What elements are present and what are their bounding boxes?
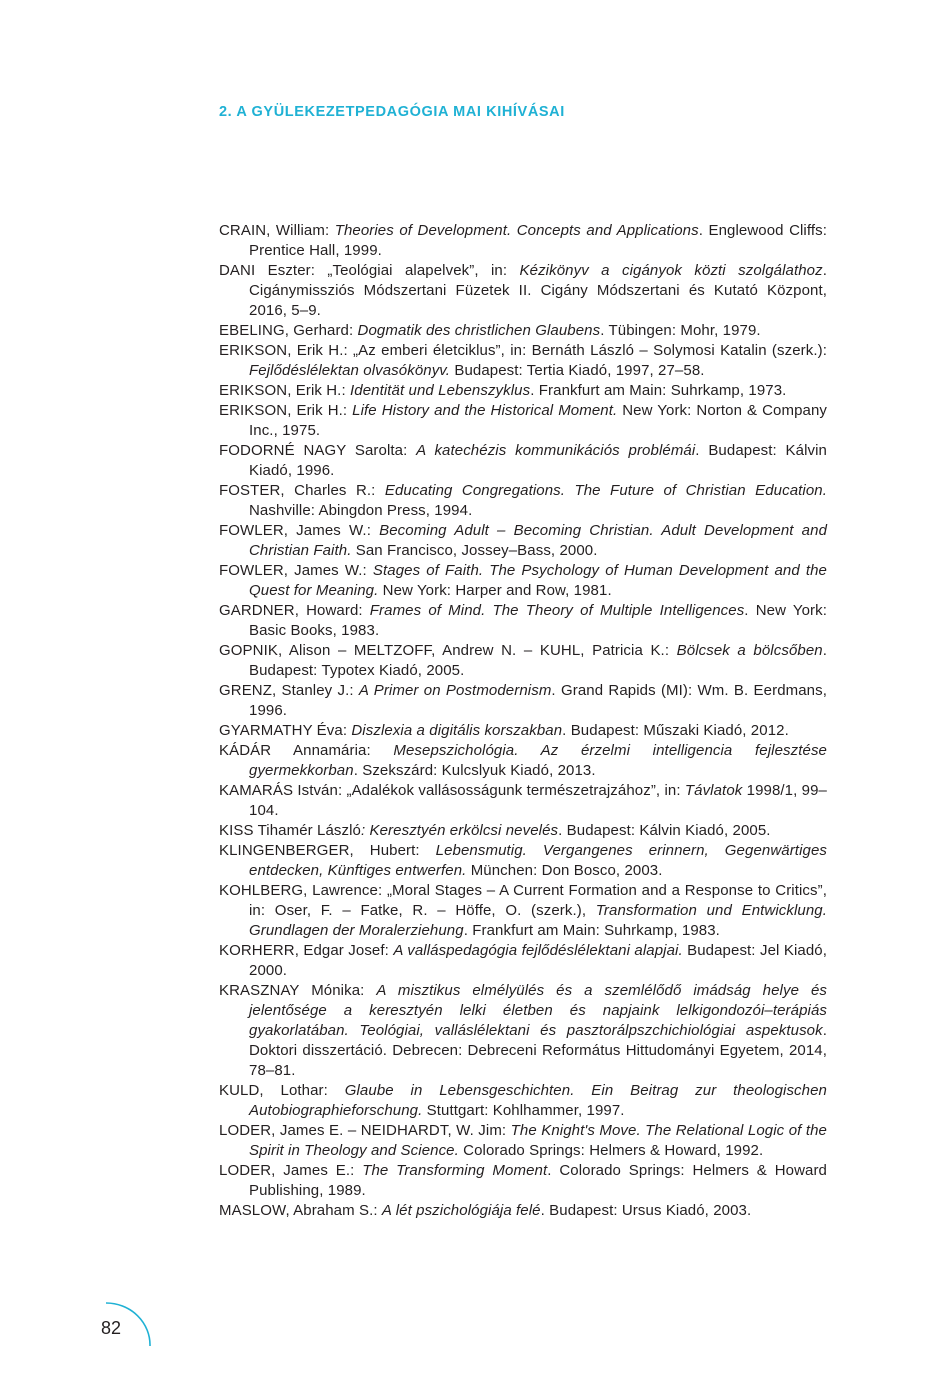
reference-title: Theories of Development. Concepts and Applications xyxy=(334,222,699,239)
reference-publication: . Tübingen: Mohr, 1979. xyxy=(600,322,761,339)
reference-author: DANI Eszter: „Teológiai alapelvek”, in: xyxy=(219,262,520,279)
reference-title: Bölcsek a bölcsőben xyxy=(676,642,823,659)
reference-author: FOWLER, James W.: xyxy=(219,522,380,539)
reference-entry xyxy=(219,841,827,881)
reference-publication: Colorado Springs: Helmers & Howard, 1992. xyxy=(458,1142,764,1159)
reference-title: Educating Congregations. The Future of Christian Education. xyxy=(384,482,827,499)
reference-author: ERIKSON, Erik H.: „Az emberi életciklus”, in: Bernáth László – Solymosi Katalin (szerk.): xyxy=(219,342,827,359)
reference-publication: . Budapest: Kálvin Kiadó, 2005. xyxy=(558,822,771,839)
reference-author: LODER, James E.: xyxy=(219,1162,363,1179)
reference-author: ERIKSON, Erik H.: xyxy=(219,402,353,419)
reference-author: KOHLBERG, Lawrence: „Moral Stages – A Current Formation and a Response to Critics”, in: Oser, F. – Fatke, R. – Höffe, O. (szerk.), xyxy=(219,882,827,919)
reference-entry xyxy=(219,441,827,481)
reference-author: FOSTER, Charles R.: xyxy=(219,482,385,499)
reference-author: KLINGENBERGER, Hubert: xyxy=(219,842,436,859)
reference-publication: New York: Harper and Row, 1981. xyxy=(378,582,612,599)
reference-entry xyxy=(219,601,827,641)
reference-entry xyxy=(219,561,827,601)
reference-title: Identität und Lebenszyklus xyxy=(350,382,531,399)
reference-title: A katechézis kommunikációs problémái xyxy=(416,442,696,459)
reference-title: Fejlődéslélektan olvasókönyv. xyxy=(249,362,451,379)
reference-publication: . Cigánymissziós Módszertani Füzetek II. Cigány Módszertani és Kutató Központ, 2016, 5–9. xyxy=(249,262,827,319)
reference-author: GRENZ, Stanley J.: xyxy=(219,682,359,699)
reference-title: A lét pszichológiája felé xyxy=(381,1202,541,1219)
reference-entry xyxy=(219,881,827,941)
reference-entry xyxy=(219,481,827,521)
reference-author: KISS Tihamér László xyxy=(219,822,361,839)
reference-publication: . Budapest: Ursus Kiadó, 2003. xyxy=(540,1202,752,1219)
reference-author: KÁDÁR Annamária: xyxy=(219,742,394,759)
reference-entry xyxy=(219,941,827,981)
reference-entry xyxy=(219,1161,827,1201)
reference-publication: . Budapest: Kálvin Kiadó, 1996. xyxy=(249,442,828,479)
reference-entry xyxy=(219,221,827,261)
reference-publication: . Szekszárd: Kulcslyuk Kiadó, 2013. xyxy=(353,762,596,779)
reference-title: Frames of Mind. The Theory of Multiple Intelligences xyxy=(369,602,745,619)
reference-entry xyxy=(219,261,827,321)
reference-publication: . New York: Basic Books, 1983. xyxy=(249,602,827,639)
reference-entry xyxy=(219,781,827,821)
reference-publication: Budapest: Jel Kiadó, 2000. xyxy=(249,942,827,979)
reference-title: Glaube in Lebensgeschichten. Ein Beitrag zur theologischen Autobiographieforschung. xyxy=(249,1082,827,1119)
reference-publication: München: Don Bosco, 2003. xyxy=(466,862,663,879)
reference-author: LODER, James E. – NEIDHARDT, W. Jim: xyxy=(219,1122,511,1139)
reference-title: A valláspedagógia fejlődéslélektani alapjai. xyxy=(393,942,683,959)
reference-publication: . Grand Rapids (MI): Wm. B. Eerdmans, 1996. xyxy=(249,682,827,719)
reference-entry xyxy=(219,741,827,781)
reference-publication: Budapest: Tertia Kiadó, 1997, 27–58. xyxy=(450,362,705,379)
reference-author: KULD, Lothar: xyxy=(219,1082,345,1099)
reference-publication: . Budapest: Typotex Kiadó, 2005. xyxy=(249,642,827,679)
reference-title: Távlatok xyxy=(684,782,743,799)
reference-title: The Knight's Move. The Relational Logic of the Spirit in Theology and Science. xyxy=(249,1122,827,1159)
reference-entry xyxy=(219,721,827,741)
reference-title: Becoming Adult – Becoming Christian. Adult Development and Christian Faith. xyxy=(249,522,828,559)
reference-entry xyxy=(219,681,827,721)
reference-publication: . Budapest: Műszaki Kiadó, 2012. xyxy=(562,722,789,739)
reference-publication: New York: Norton & Company Inc., 1975. xyxy=(249,402,827,439)
reference-author: MASLOW, Abraham S.: xyxy=(219,1202,382,1219)
reference-entry xyxy=(219,321,827,341)
reference-entry xyxy=(219,381,827,401)
reference-entry xyxy=(219,521,827,561)
reference-title: Life History and the Historical Moment. xyxy=(352,402,618,419)
reference-title: The Transforming Moment xyxy=(362,1162,548,1179)
reference-author: ERIKSON, Erik H.: xyxy=(219,382,350,399)
reference-entry xyxy=(219,401,827,441)
reference-entry xyxy=(219,341,827,381)
reference-entry xyxy=(219,1081,827,1121)
reference-publication: . Englewood Cliffs: Prentice Hall, 1999. xyxy=(249,222,827,259)
reference-title: A Primer on Postmodernism xyxy=(358,682,552,699)
reference-publication: . Frankfurt am Main: Suhrkamp, 1973. xyxy=(530,382,787,399)
reference-title: Diszlexia a digitális korszakban xyxy=(351,722,563,739)
reference-publication: Stuttgart: Kohlhammer, 1997. xyxy=(422,1102,625,1119)
reference-publication: . Doktori disszertáció. Debrecen: Debreceni Református Hittudományi Egyetem, 2014, 78–81. xyxy=(249,1022,827,1079)
reference-author: GARDNER, Howard: xyxy=(219,602,370,619)
reference-publication: San Francisco, Jossey–Bass, 2000. xyxy=(351,542,598,559)
reference-title: A misztikus elmélyülés és a szemlélődő imádság helye és jelentősége a keresztyén lelki életben és napjaink lelkigondozói–terápiás gyakorlatában. Teológiai, valláslélektani és pasztorálpszchichiológiai aspektusok xyxy=(249,982,827,1039)
reference-title: Transformation und Entwicklung. Grundlagen der Moralerziehung xyxy=(249,902,827,939)
reference-author: KAMARÁS István: „Adalékok vallásosságunk természetrajzához”, in: xyxy=(219,782,685,799)
reference-author: FODORNÉ NAGY Sarolta: xyxy=(219,442,417,459)
reference-publication: . Colorado Springs: Helmers & Howard Publishing, 1989. xyxy=(249,1162,827,1199)
reference-entry xyxy=(219,641,827,681)
reference-title: : Keresztyén erkölcsi nevelés xyxy=(360,822,559,839)
reference-author: KORHERR, Edgar Josef: xyxy=(219,942,394,959)
reference-title: Lebensmutig. Vergangenes erinnern, Gegenwärtiges entdecken, Künftiges entwerfen. xyxy=(249,842,827,879)
reference-publication: Nashville: Abingdon Press, 1994. xyxy=(249,502,473,519)
reference-title: Dogmatik des christlichen Glaubens xyxy=(357,322,601,339)
reference-author: FOWLER, James W.: xyxy=(219,562,373,579)
reference-entry xyxy=(219,821,827,841)
reference-title: Kézikönyv a cigányok közti szolgálathoz xyxy=(519,262,823,279)
reference-entry xyxy=(219,1201,827,1221)
running-header: 2. A GYÜLEKEZETPEDAGÓGIA MAI KIHÍVÁSAI xyxy=(219,104,565,120)
reference-publication: . Frankfurt am Main: Suhrkamp, 1983. xyxy=(463,922,720,939)
reference-entry xyxy=(219,981,827,1081)
reference-author: KRASZNAY Mónika: xyxy=(219,982,377,999)
reference-author: GOPNIK, Alison – MELTZOFF, Andrew N. – KUHL, Patricia K.: xyxy=(219,642,677,659)
reference-author: EBELING, Gerhard: xyxy=(219,322,358,339)
reference-author: CRAIN, William: xyxy=(219,222,335,239)
reference-entry xyxy=(219,1121,827,1161)
reference-title: Mesepszichológia. Az érzelmi intelligencia fejlesztése gyermekkorban xyxy=(249,742,827,779)
reference-title: Stages of Faith. The Psychology of Human Development and the Quest for Meaning. xyxy=(249,562,827,599)
reference-author: GYARMATHY Éva: xyxy=(219,722,352,739)
bibliography-list xyxy=(219,221,827,1221)
page-number: 82 xyxy=(101,1318,122,1338)
reference-publication: 1998/1, 99–104. xyxy=(249,782,827,819)
